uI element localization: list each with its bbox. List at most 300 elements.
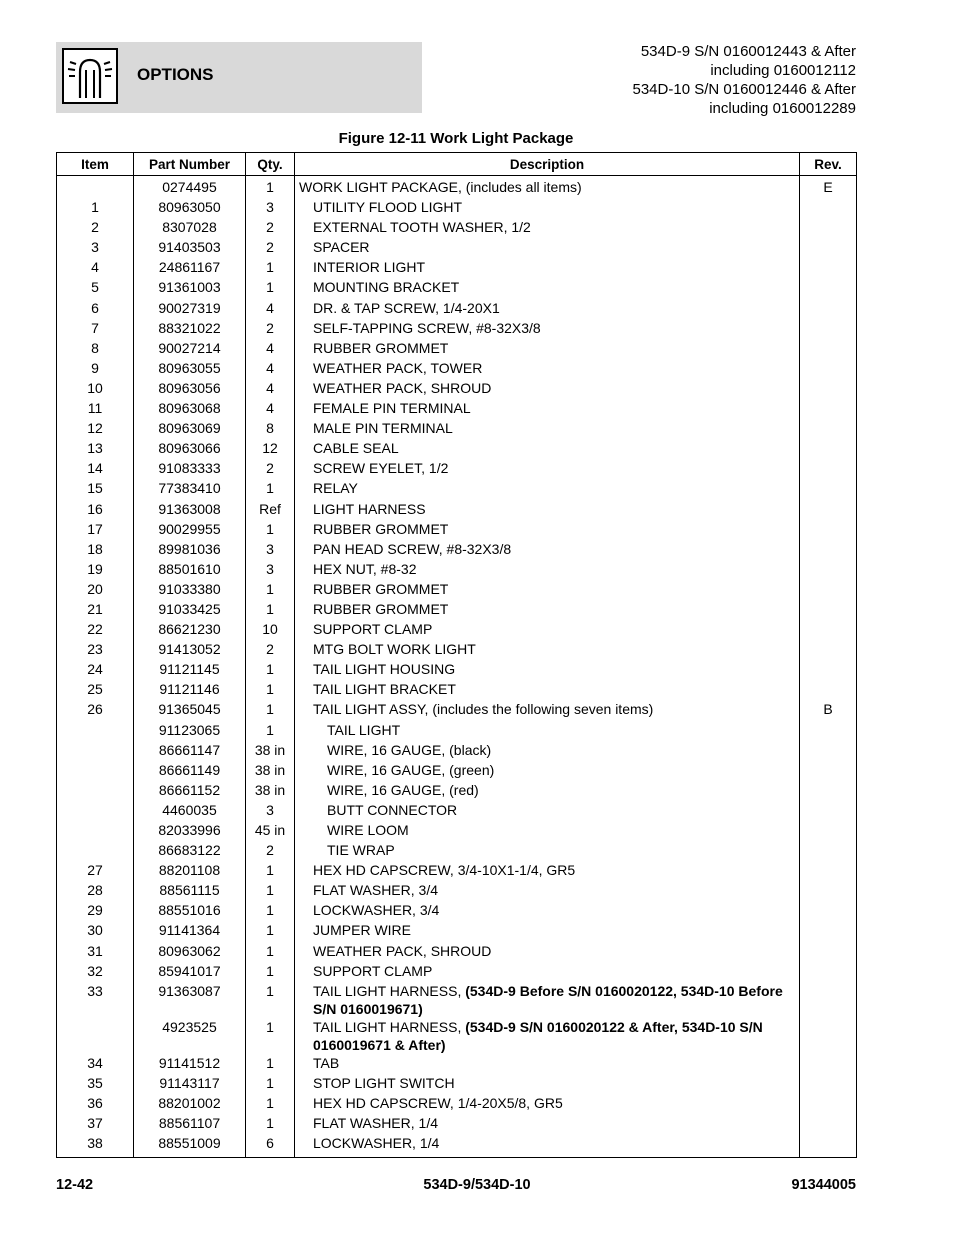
item-number: 33 [57,982,134,1018]
table-row [57,399,857,419]
description [295,680,800,700]
serial-line: 534D-10 S/N 0160012446 & After [632,81,856,98]
quantity: 10 [246,620,295,640]
revision [800,841,857,861]
description [295,419,800,439]
item-number [57,741,134,761]
revision [800,580,857,600]
description-text [299,700,799,718]
description-main: SELF-TAPPING SCREW, #8-32X3/8 [313,319,541,336]
model-label: 534D-9/534D-10 [423,1177,531,1193]
description-text [299,901,799,919]
item-number: 7 [57,319,134,339]
table-row [57,640,857,660]
table-row [57,620,857,640]
revision [800,278,857,298]
item-number [57,801,134,821]
part-number: 91121145 [134,660,246,680]
table-row [57,600,857,620]
revision [800,419,857,439]
quantity: 1 [246,1054,295,1074]
part-number: 0274495 [134,176,246,199]
quantity: 1 [246,1094,295,1114]
quantity: 2 [246,238,295,258]
description-main: TAIL LIGHT HARNESS, [313,982,466,999]
table-row [57,1018,857,1054]
revision [800,861,857,881]
revision [800,459,857,479]
quantity: 4 [246,339,295,359]
description-main: UTILITY FLOOD LIGHT [313,199,463,216]
description [295,942,800,962]
item-number: 8 [57,339,134,359]
quantity: 1 [246,580,295,600]
description-text [299,962,799,980]
part-number: 91403503 [134,238,246,258]
table-row [57,781,857,801]
description-text [299,580,799,598]
description [295,640,800,660]
table-row [57,982,857,1018]
item-number: 16 [57,500,134,520]
item-number [57,721,134,741]
description-main: RUBBER GROMMET [313,600,449,617]
revision [800,238,857,258]
item-number: 6 [57,299,134,319]
quantity: 1 [246,962,295,982]
part-number: 88321022 [134,319,246,339]
part-number: 4923525 [134,1018,246,1054]
description [295,620,800,640]
quantity: 1 [246,721,295,741]
quantity: 2 [246,218,295,238]
item-number: 28 [57,881,134,901]
item-number: 15 [57,479,134,499]
revision [800,198,857,218]
parts-table [56,152,857,1158]
item-number: 17 [57,520,134,540]
quantity: 1 [246,881,295,901]
header-qty: Qty. [246,153,295,176]
description-text [299,479,799,497]
part-number: 80963050 [134,198,246,218]
description-text [299,741,799,759]
description-text [299,881,799,899]
table-row [57,439,857,459]
quantity: 1 [246,520,295,540]
revision [800,399,857,419]
description [295,379,800,399]
description-text [299,600,799,618]
table-row [57,459,857,479]
quantity: 1 [246,982,295,1018]
description [295,299,800,319]
revision [800,680,857,700]
description-text [299,821,799,839]
table-header-row [57,153,857,176]
description-note: (534D-9 S/N 0160020122 & After, 534D-10 S/N 0160019671 & After) [313,1018,763,1053]
item-number: 24 [57,660,134,680]
description-main: BUTT CONNECTOR [327,801,458,818]
description [295,359,800,379]
item-number: 1 [57,198,134,218]
table-row [57,560,857,580]
description-text [299,942,799,960]
table-row [57,176,857,199]
table-row [57,278,857,298]
quantity: 3 [246,801,295,821]
item-number: 35 [57,1074,134,1094]
description [295,500,800,520]
description-main: INTERIOR LIGHT [313,259,426,276]
description-text [299,560,799,578]
description-main: RUBBER GROMMET [313,520,449,537]
description-text [299,781,799,799]
description [295,560,800,580]
part-number: 88561115 [134,881,246,901]
item-number: 14 [57,459,134,479]
item-number: 37 [57,1114,134,1134]
part-number: 91413052 [134,640,246,660]
description [295,921,800,941]
revision [800,479,857,499]
part-number: 91363087 [134,982,246,1018]
part-number: 88551016 [134,901,246,921]
item-number: 22 [57,620,134,640]
quantity: 1 [246,660,295,680]
revision [800,560,857,580]
description [295,399,800,419]
part-number: 88551009 [134,1134,246,1158]
description [295,881,800,901]
description-main: PAN HEAD SCREW, #8-32X3/8 [313,540,512,557]
description-text [299,1094,799,1112]
description [295,861,800,881]
description [295,278,800,298]
item-number: 30 [57,921,134,941]
header-part-number: Part Number [134,153,246,176]
description [295,1018,800,1054]
table-row [57,1074,857,1094]
description [295,198,800,218]
description-main: JUMPER WIRE [313,922,411,939]
revision [800,821,857,841]
item-number: 2 [57,218,134,238]
page-number: 12-42 [56,1177,94,1193]
part-number: 86661149 [134,761,246,781]
description [295,761,800,781]
quantity: 1 [246,479,295,499]
item-number: 23 [57,640,134,660]
table-row [57,198,857,218]
description [295,741,800,761]
item-number: 25 [57,680,134,700]
table-row [57,1114,857,1134]
description-text [299,198,799,216]
quantity: 3 [246,540,295,560]
quantity: 1 [246,176,295,199]
revision [800,620,857,640]
quantity: 2 [246,459,295,479]
header-rev: Rev. [800,153,857,176]
description-main: SCREW EYELET, 1/2 [313,460,449,477]
description-main: STOP LIGHT SWITCH [313,1074,455,1091]
header-item: Item [57,153,134,176]
part-number: 80963055 [134,359,246,379]
table-row [57,319,857,339]
part-number: 88201002 [134,1094,246,1114]
table-row [57,479,857,499]
description-text [299,540,799,558]
description-text [299,419,799,437]
quantity: 38 in [246,781,295,801]
item-number: 27 [57,861,134,881]
quantity: 1 [246,921,295,941]
description-main: WIRE, 16 GAUGE, (red) [327,781,479,798]
description-main: RUBBER GROMMET [313,339,449,356]
quantity: 1 [246,278,295,298]
description-text [299,861,799,879]
description-text [299,660,799,678]
table-row [57,821,857,841]
description-text [299,620,799,638]
revision [800,1114,857,1134]
table-row [57,741,857,761]
description-main: WIRE LOOM [327,822,409,838]
part-number: 80963062 [134,942,246,962]
description-main: FEMALE PIN TERMINAL [313,400,471,417]
description [295,901,800,921]
item-number: 36 [57,1094,134,1114]
part-number: 4460035 [134,801,246,821]
table-row [57,841,857,861]
revision [800,901,857,921]
table-row [57,761,857,781]
description-text [299,258,799,276]
item-number [57,761,134,781]
table-row [57,520,857,540]
item-number: 12 [57,419,134,439]
item-number: 31 [57,942,134,962]
part-number: 91363008 [134,500,246,520]
quantity: 1 [246,600,295,620]
description-text [299,339,799,357]
section-title: OPTIONS [137,65,214,84]
table-row [57,540,857,560]
part-number: 80963068 [134,399,246,419]
revision [800,761,857,781]
description-text [299,680,799,698]
description-main: TAIL LIGHT BRACKET [313,681,456,698]
part-number: 85941017 [134,962,246,982]
part-number: 80963069 [134,419,246,439]
description-main: LOCKWASHER, 1/4 [313,1135,440,1152]
part-number: 88201108 [134,861,246,881]
description-main: FLAT WASHER, 3/4 [313,882,438,899]
description [295,1134,800,1158]
table-row [57,500,857,520]
table-row [57,721,857,741]
part-number: 90027214 [134,339,246,359]
description-main: RELAY [313,480,358,497]
revision [800,660,857,680]
revision [800,218,857,238]
revision [800,982,857,1018]
description-main: SUPPORT CLAMP [313,621,433,638]
description-main: TAIL LIGHT HOUSING [313,661,456,678]
quantity: Ref [246,500,295,520]
description [295,520,800,540]
item-number [57,176,134,199]
description-main: EXTERNAL TOOTH WASHER, 1/2 [313,219,531,236]
description [295,660,800,680]
description-text [299,319,799,337]
part-number: 91141512 [134,1054,246,1074]
description [295,176,800,199]
part-number: 91143117 [134,1074,246,1094]
revision [800,741,857,761]
quantity: 38 in [246,741,295,761]
revision [800,640,857,660]
part-number: 91123065 [134,721,246,741]
part-number: 91083333 [134,459,246,479]
revision [800,1134,857,1158]
quantity: 4 [246,359,295,379]
description [295,841,800,861]
description-text [299,982,799,1018]
item-number: 11 [57,399,134,419]
revision [800,1054,857,1074]
document-number: 91344005 [791,1177,856,1193]
description-text [299,278,799,296]
part-number: 90027319 [134,299,246,319]
part-number: 91365045 [134,700,246,720]
description-main: RUBBER GROMMET [313,580,449,597]
revision [800,781,857,801]
description [295,238,800,258]
quantity: 1 [246,680,295,700]
description-main: MALE PIN TERMINAL [313,420,453,437]
table-row [57,359,857,379]
description-note: (534D-9 Before S/N 0160020122, 534D-10 Before S/N 0160019671) [313,982,783,1017]
item-number [57,781,134,801]
part-number: 86683122 [134,841,246,861]
quantity: 2 [246,841,295,861]
description [295,962,800,982]
revision [800,1018,857,1054]
description-main: WEATHER PACK, SHROUD [313,942,492,959]
table-row [57,238,857,258]
part-number: 91361003 [134,278,246,298]
description-text [299,1054,799,1072]
part-number: 86621230 [134,620,246,640]
revision [800,600,857,620]
part-number: 88561107 [134,1114,246,1134]
part-number: 88501610 [134,560,246,580]
revision [800,258,857,278]
table-row [57,921,857,941]
part-number: 80963056 [134,379,246,399]
revision [800,339,857,359]
description-main: CABLE SEAL [313,440,399,457]
description [295,319,800,339]
description-text [299,841,799,859]
description-text [299,1134,799,1152]
table-row [57,861,857,881]
part-number: 91121146 [134,680,246,700]
description [295,1074,800,1094]
table-row [57,801,857,821]
description [295,258,800,278]
description [295,580,800,600]
description-text [299,721,799,739]
description-text [299,1018,799,1054]
description-text [299,238,799,256]
quantity: 1 [246,861,295,881]
quantity: 1 [246,258,295,278]
quantity: 6 [246,1134,295,1158]
table-row [57,299,857,319]
revision [800,942,857,962]
part-number: 91033425 [134,600,246,620]
item-number: 19 [57,560,134,580]
description-main: LIGHT HARNESS [313,500,426,517]
figure-title: Figure 12-11 Work Light Package [338,130,574,147]
revision [800,921,857,941]
revision [800,520,857,540]
table-row [57,881,857,901]
description-main: WEATHER PACK, SHROUD [313,379,492,396]
table-row [57,660,857,680]
description-text [299,1114,799,1132]
table-row [57,339,857,359]
item-number: 13 [57,439,134,459]
item-number: 32 [57,962,134,982]
part-number: 86661147 [134,741,246,761]
serial-line: including 0160012289 [709,100,856,117]
description-text [299,640,799,658]
description-text [299,761,799,779]
revision [800,439,857,459]
description [295,339,800,359]
part-number: 24861167 [134,258,246,278]
item-number [57,1018,134,1054]
quantity: 4 [246,379,295,399]
quantity: 3 [246,560,295,580]
description-main: WEATHER PACK, TOWER [313,359,483,376]
description-text [299,359,799,377]
work-light-icon [62,48,118,104]
table-row [57,1054,857,1074]
serial-applicability [633,42,857,118]
part-number: 91141364 [134,921,246,941]
description [295,540,800,560]
revision [800,1074,857,1094]
description [295,700,800,720]
description-main: FLAT WASHER, 1/4 [313,1115,438,1132]
item-number: 4 [57,258,134,278]
description-main: HEX NUT, #8-32 [313,560,417,577]
item-number: 20 [57,580,134,600]
quantity: 1 [246,901,295,921]
description-main: TAIL LIGHT [327,721,401,738]
part-number: 80963066 [134,439,246,459]
revision [800,962,857,982]
table-row [57,580,857,600]
description-text [299,801,799,819]
description [295,1054,800,1074]
description-main: HEX HD CAPSCREW, 1/4-20X5/8, GR5 [313,1094,563,1111]
